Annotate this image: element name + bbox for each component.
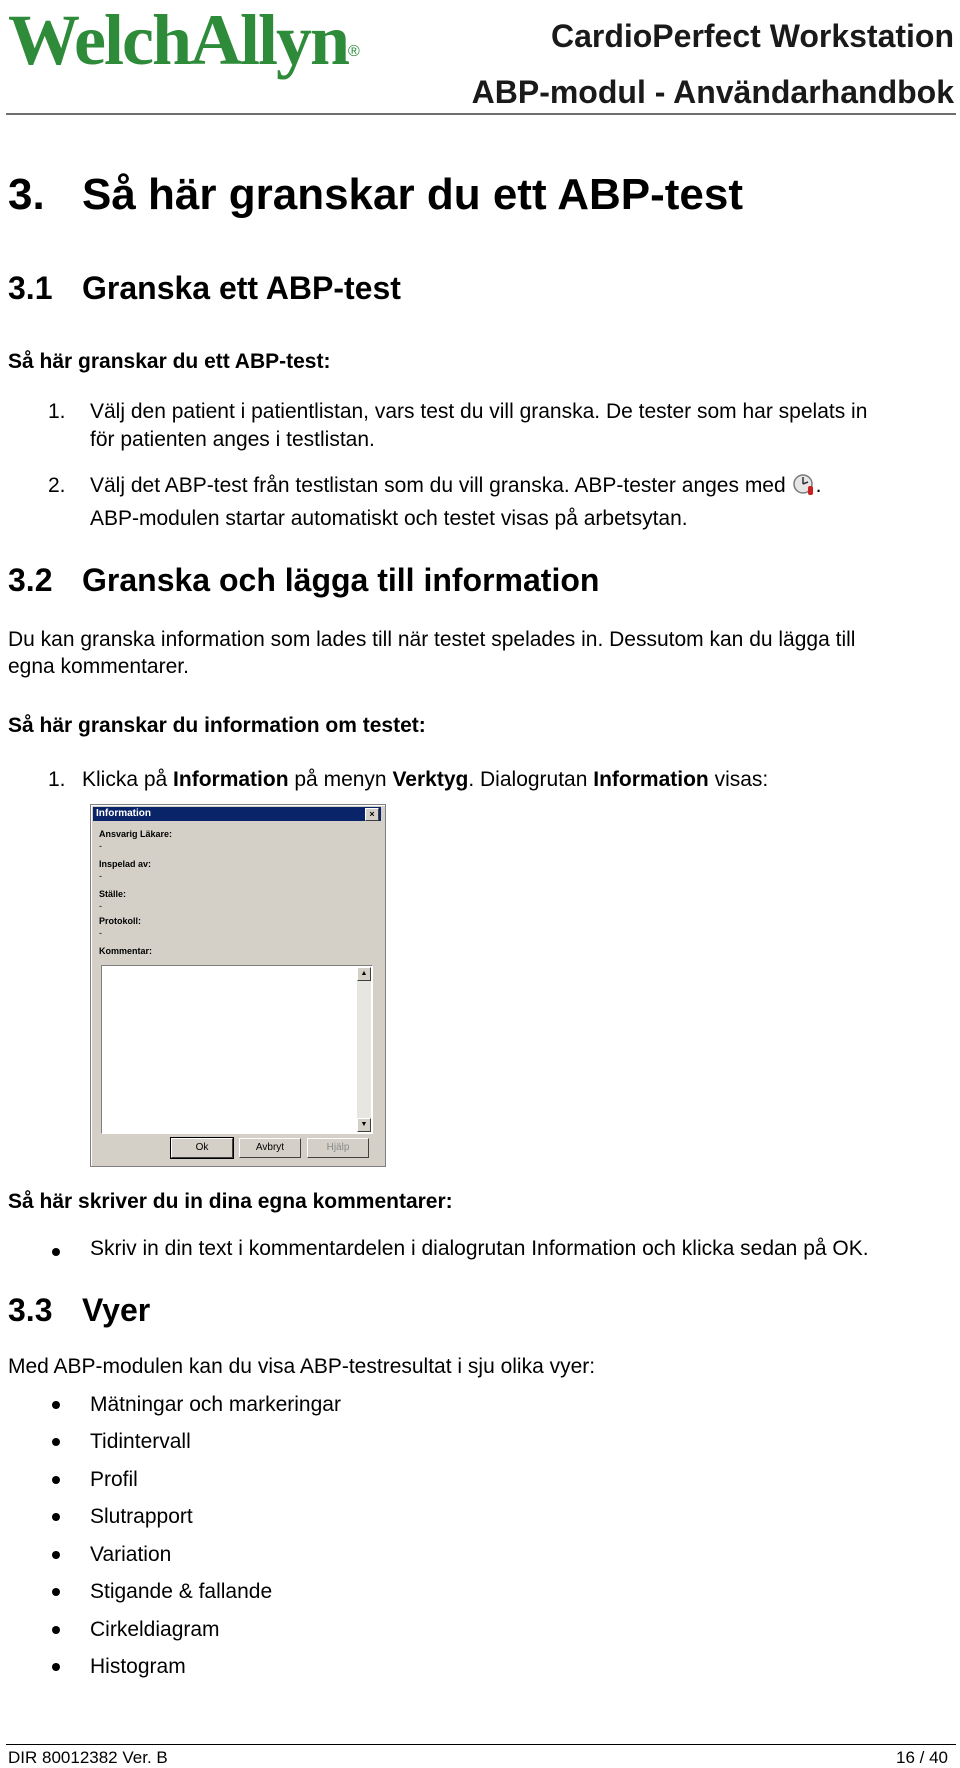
section-3-2-intro-line-1: Du kan granska information som lades till när testet spelades in. Dessutom kan du lägga till — [8, 628, 856, 651]
section-3-1-lead: Så här granskar du ett ABP-test: — [8, 350, 331, 373]
section-3-3-intro: Med ABP-modulen kan du visa ABP-testresultat i sju olika vyer: — [8, 1355, 596, 1378]
field-value-ansvarig-lakare: - — [99, 841, 102, 851]
page-number: 16 / 40 — [896, 1748, 948, 1767]
step-3-2-1-text: Klicka på Information på menyn Verktyg. Dialogrutan Information visas: — [82, 768, 769, 791]
information-dialog — [90, 804, 386, 1167]
field-label-protokoll: Protokoll: — [99, 916, 141, 926]
field-label-ansvarig-lakare: Ansvarig Läkare: — [99, 829, 173, 839]
step-3-2-1-number: 1. — [48, 768, 66, 791]
abp-test-icon — [792, 473, 816, 497]
field-value-stalle: - — [99, 901, 102, 911]
section-3-2-heading: 3.2 Granska och lägga till information — [8, 562, 600, 598]
welch-allyn-logo: WelchAllyn® — [8, 0, 358, 80]
section-3-3-heading: 3.3 Vyer — [8, 1292, 151, 1328]
help-button[interactable]: Hjälp — [307, 1138, 369, 1158]
step-2-line-1: Välj det ABP-test från testlistan som du vill granska. ABP-tester anges med . — [90, 474, 822, 497]
field-label-stalle: Ställe: — [99, 889, 127, 899]
document-id: DIR 80012382 Ver. B — [8, 1748, 168, 1767]
section-3-2-intro-line-2: egna kommentarer. — [8, 655, 189, 678]
step-2-number: 2. — [48, 474, 66, 497]
manual-title: ABP-modul - Användarhandbok — [471, 74, 954, 110]
comment-label: Kommentar: — [99, 946, 153, 956]
section-3-2-lead: Så här granskar du information om testet: — [8, 714, 426, 737]
cancel-button[interactable]: Avbryt — [239, 1138, 301, 1158]
field-label-inspelad-av: Inspelad av: — [99, 859, 152, 869]
ok-button[interactable]: Ok — [171, 1138, 233, 1158]
step-2-line-2: ABP-modulen startar automatiskt och testet visas på arbetsytan. — [90, 507, 688, 530]
step-1-line-1: Välj den patient i patientlistan, vars test du vill granska. De tester som har spelats in — [90, 400, 868, 423]
header-rule — [6, 113, 956, 115]
step-1-line-2: för patienten anges i testlistan. — [90, 428, 375, 451]
comments-lead: Så här skriver du in dina egna kommentarer: — [8, 1190, 453, 1213]
product-name: CardioPerfect Workstation — [550, 18, 954, 54]
scroll-up-icon[interactable]: ▲ — [357, 967, 371, 981]
step-1-number: 1. — [48, 400, 66, 423]
section-3-heading: 3. Så här granskar du ett ABP-test — [8, 170, 743, 219]
dialog-title-bar: Information × — [93, 807, 381, 821]
section-3-1-heading: 3.1 Granska ett ABP-test — [8, 270, 401, 306]
footer-rule — [6, 1744, 956, 1745]
scroll-down-icon[interactable]: ▼ — [357, 1118, 371, 1132]
comments-instruction: Skriv in din text i kommentardelen i dialogrutan Information och klicka sedan på OK. — [90, 1237, 869, 1260]
comment-textarea[interactable] — [101, 965, 373, 1134]
field-value-inspelad-av: - — [99, 871, 102, 881]
close-icon[interactable]: × — [365, 808, 379, 821]
comment-scrollbar[interactable] — [357, 967, 371, 1132]
field-value-protokoll: - — [99, 928, 102, 938]
bullet-dot — [52, 1248, 60, 1256]
